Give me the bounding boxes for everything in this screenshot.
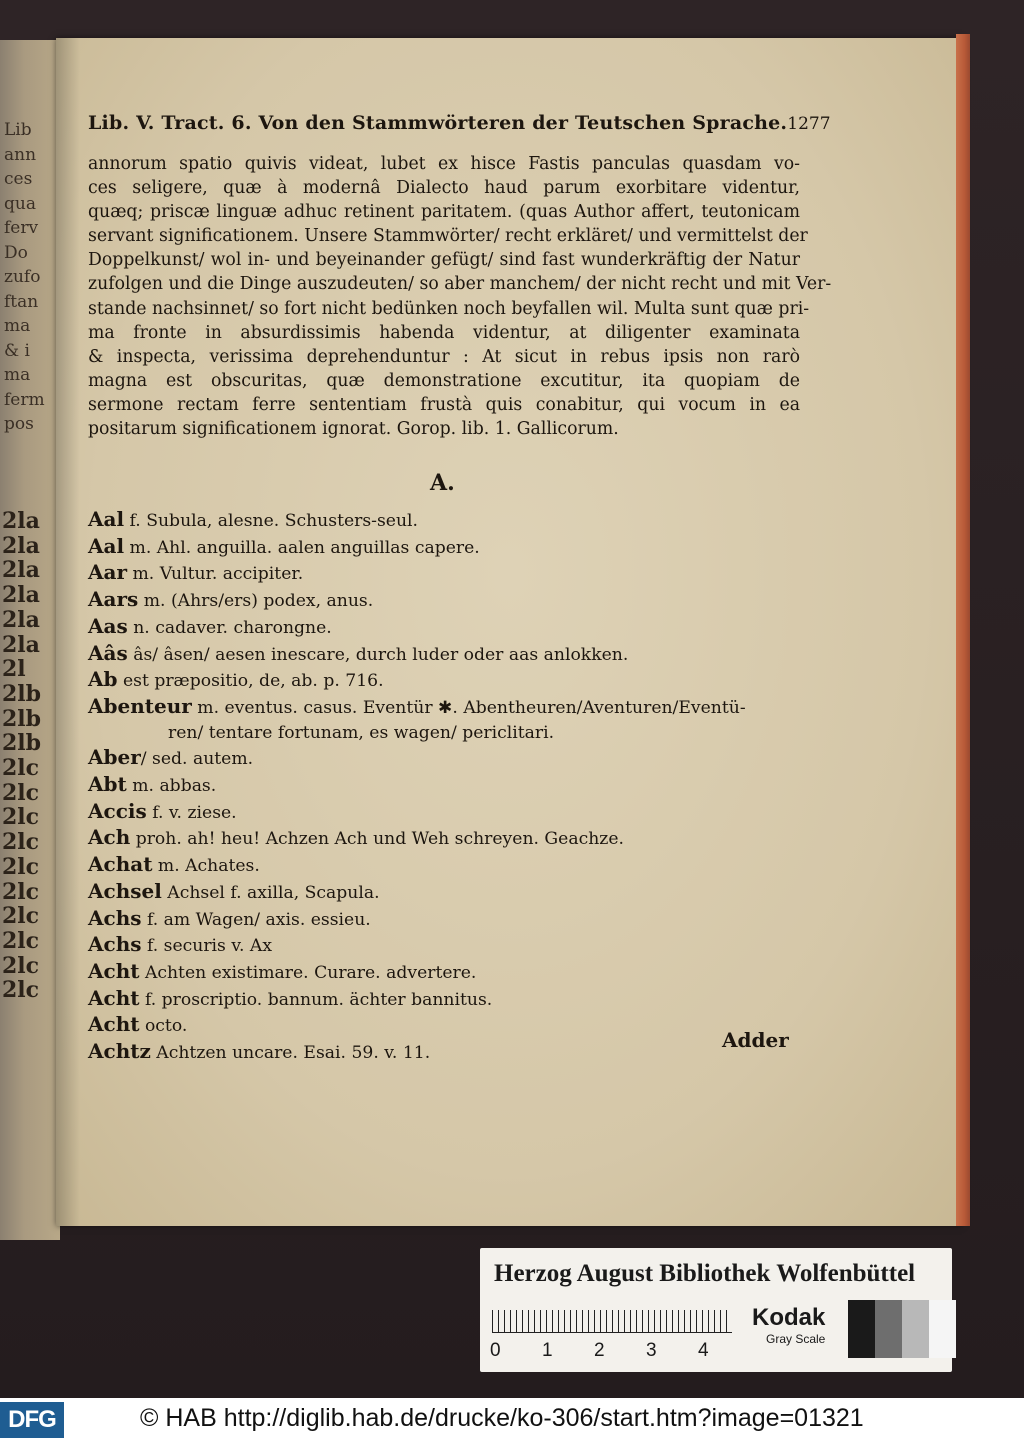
definition: n. cadaver. charongne. (127, 617, 332, 638)
prev-page-headword-fragment: 2lb (2, 730, 42, 757)
definition: ren/ tentare fortunam, es wagen/ periclitari. (168, 722, 555, 743)
prev-page-headword-fragment: 2lc (2, 927, 40, 954)
prev-page-headword-fragment: 2la (2, 532, 40, 559)
prev-page-fragment: ferm (4, 389, 45, 410)
ruler-number: 2 (594, 1340, 605, 1361)
prev-page-fragment: Do (4, 242, 28, 263)
ruler-number: 0 (490, 1340, 501, 1361)
text-line: ces seligere, quæ à modernâ Dialecto haud parum exorbitare videntur, (88, 178, 800, 199)
dictionary-entry (88, 799, 800, 826)
headword: Accis (88, 798, 147, 823)
prev-page-headword-fragment: 2l (2, 656, 26, 683)
prev-page-headword-fragment: 2lb (2, 680, 42, 707)
headword: Aas (88, 613, 128, 638)
dictionary-entry (88, 614, 800, 641)
text-line: stande nachsinnet/ so fort nicht bedünken noch beyfallen wil. Multa sunt quæ pri- (88, 298, 810, 319)
kodak-brand: Kodak (752, 1304, 826, 1331)
scale-ruler (492, 1298, 732, 1333)
headword: Aars (88, 587, 139, 612)
headword: Acht (88, 958, 140, 983)
prev-page-headword-fragment: 2lc (2, 903, 40, 930)
dictionary-entry (88, 772, 800, 799)
definition: âs/ âsen/ aesen inescare, durch luder oder aas anlokken. (127, 644, 629, 665)
gray-swatch (902, 1300, 929, 1358)
headword: Acht (88, 985, 140, 1010)
definition: / sed. autem. (140, 749, 254, 770)
page-number: 1277 (787, 114, 831, 134)
prev-page-fragment: ma (4, 365, 31, 385)
headword: Achtz (88, 1039, 151, 1064)
library-name: Herzog August Bibliothek Wolfenbüttel (494, 1260, 916, 1287)
headword: Ach (88, 825, 131, 850)
prev-page-headword-fragment: 2lc (2, 779, 40, 806)
dictionary-entry (88, 879, 800, 906)
prev-page-fragment: Lib (4, 120, 32, 140)
ruler-number: 1 (542, 1340, 553, 1361)
prev-page-headword-fragment: 2lc (2, 952, 40, 979)
prev-page-fragment: ces (4, 169, 33, 189)
ruler-numbers (490, 1340, 750, 1362)
ruler-number: 4 (698, 1340, 709, 1361)
library-label (480, 1248, 952, 1372)
prev-page-headword-fragment: 2la (2, 631, 40, 658)
headword: Achsel (88, 878, 162, 903)
dictionary-entry (88, 560, 800, 587)
definition: est præpositio, de, ab. p. 716. (117, 671, 384, 692)
prev-page-headword-fragment: 2lc (2, 977, 40, 1004)
page-edge (956, 34, 970, 1226)
running-title: Lib. V. Tract. 6. Von den Stammwörteren der Teutschen Sprache. (88, 112, 788, 134)
dictionary-entry (88, 587, 800, 614)
headword: Achat (88, 852, 153, 877)
previous-page-edge (0, 40, 60, 1240)
headword: Achs (88, 905, 142, 930)
prev-page-headword-fragment: 2lc (2, 878, 40, 905)
dictionary-entry (88, 825, 800, 852)
headword: Aal (88, 507, 125, 531)
definition: proh. ah! heu! Achzen Ach und Weh schreyen. Geachze. (130, 829, 624, 850)
definition: m. eventus. casus. Eventür ✱. Abentheuren/Aventuren/Eventü- (191, 697, 746, 718)
dictionary-entry (88, 1012, 800, 1039)
headword: Aar (88, 560, 128, 585)
prev-page-fragment: & i (4, 340, 30, 361)
definition: m. Ahl. anguilla. aalen anguillas capere. (124, 537, 480, 558)
prev-page-fragment: ma (4, 316, 31, 336)
headword: Aal (88, 533, 125, 558)
text-line: positarum significationem ignorat. Gorop. lib. 1. Gallicorum. (88, 419, 619, 440)
definition: Achtzen uncare. Esai. 59. v. 11. (150, 1043, 431, 1064)
headword: Abt (88, 772, 127, 797)
definition: f. securis v. Ax (141, 936, 273, 957)
text-line: quæq; priscæ linguæ adhuc retinent paritatem. (quas Author affert, teutonicam (88, 202, 800, 223)
dictionary-entries (88, 507, 800, 1066)
dictionary-entry (88, 721, 800, 746)
dictionary-entry (88, 959, 800, 986)
text-line: annorum spatio quivis videat, lubet ex hisce Fastis panculas quasdam vo- (88, 154, 800, 174)
gray-swatch (848, 1300, 875, 1358)
prev-page-fragment: zufo (4, 267, 41, 287)
dictionary-entry (88, 1039, 800, 1066)
definition: m. Achates. (152, 856, 260, 877)
prev-page-headword-fragment: 2lc (2, 853, 40, 880)
definition: octo. (139, 1016, 188, 1037)
dictionary-entry (88, 906, 800, 933)
definition: Achsel f. axilla, Scapula. (161, 882, 380, 903)
dictionary-entry (88, 667, 800, 694)
gutter-shadow (56, 38, 80, 1226)
dictionary-entry (88, 986, 800, 1013)
definition: f. am Wagen/ axis. essieu. (141, 909, 371, 930)
definition: m. abbas. (126, 776, 217, 797)
ruler-number: 3 (646, 1340, 657, 1361)
intro-paragraph (88, 152, 832, 441)
gray-swatch (875, 1300, 902, 1358)
text-line: sermone rectam ferre sententiam frustà quis conabitur, qui vocum in ea (88, 394, 800, 415)
prev-page-fragment: ferv (4, 218, 39, 238)
definition: m. (Ahrs/ers) podex, anus. (138, 591, 374, 612)
text-line: ma fronte in absurdissimis habenda videntur, at diligenter examinata (88, 322, 800, 343)
copyright-credit: © HAB http://diglib.hab.de/drucke/ko-306/start.htm?image=01321 (140, 1404, 864, 1432)
definition: m. Vultur. accipiter. (127, 564, 304, 585)
definition: f. v. ziese. (146, 802, 237, 823)
prev-page-fragment: qua (4, 193, 36, 214)
text-line: magna est obscuritas, quæ demonstratione excutitur, ita quopiam de (88, 370, 800, 391)
dictionary-entry (88, 641, 800, 668)
section-letter: A. (430, 470, 455, 496)
catchword: Adder (722, 1028, 789, 1052)
gray-swatch (929, 1300, 956, 1358)
dictionary-entry (88, 694, 800, 721)
prev-page-fragment: ftan (4, 291, 39, 312)
text-line: servant significationem. Unsere Stammwörter/ recht erkläret/ und vermittelst der (88, 226, 808, 247)
dictionary-entry (88, 932, 800, 959)
dictionary-entry (88, 507, 800, 534)
definition: Achten existimare. Curare. advertere. (139, 962, 477, 983)
prev-page-headword-fragment: 2la (2, 582, 40, 609)
definition: f. Subula, alesne. Schusters-seul. (124, 511, 419, 531)
running-header (88, 112, 831, 134)
dictionary-entry (88, 534, 800, 561)
headword: Achs (88, 932, 142, 957)
text-line: & inspecta, verissima deprehenduntur : At sicut in rebus ipsis non rarò (88, 346, 800, 367)
text-line: zufolgen und die Dinge auszudeuten/ so aber manchem/ der nicht recht und mit Ver- (88, 274, 832, 295)
prev-page-headword-fragment: 2lb (2, 705, 42, 732)
headword: Abenteur (88, 693, 192, 718)
headword: Aâs (88, 640, 128, 665)
headword: Ab (88, 667, 118, 692)
text-line: Doppelkunst/ wol in- und beyeinander gefügt/ sind fast wunderkräftig der Natur (88, 250, 800, 271)
gray-scale-label: Gray Scale (766, 1332, 826, 1346)
prev-page-headword-fragment: 2la (2, 508, 40, 534)
dictionary-entry (88, 745, 800, 772)
prev-page-headword-fragment: 2lc (2, 804, 40, 831)
dictionary-entry (88, 852, 800, 879)
prev-page-headword-fragment: 2lc (2, 755, 40, 781)
prev-page-fragment: pos (4, 414, 34, 434)
definition: f. proscriptio. bannum. ächter bannitus. (139, 989, 493, 1010)
prev-page-headword-fragment: 2lc (2, 829, 40, 856)
prev-page-headword-fragment: 2la (2, 606, 40, 633)
prev-page-fragment: ann (4, 144, 37, 165)
headword: Acht (88, 1012, 140, 1037)
prev-page-headword-fragment: 2la (2, 557, 40, 584)
dfg-logo: DFG (0, 1402, 64, 1438)
headword: Aber (88, 745, 141, 770)
